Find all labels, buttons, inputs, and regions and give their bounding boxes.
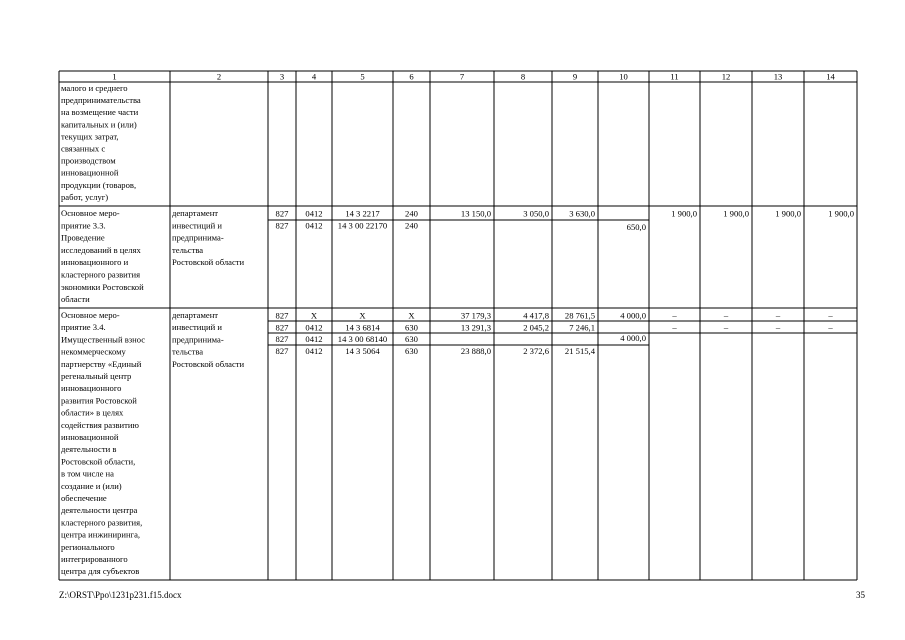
measure-name: исследований в целях	[61, 244, 141, 255]
measure-name: некоммерческому	[61, 346, 126, 357]
table-cell-value: 0412	[305, 322, 323, 333]
table-cell-value: 1 900,0	[723, 208, 749, 219]
table-cell-value: 0412	[305, 346, 323, 356]
table-cell-value: 23 888,0	[460, 346, 491, 356]
measure-name: в том числе на	[61, 468, 114, 479]
measure-name: содействия развитию	[61, 419, 139, 430]
table-cell-value: 827	[275, 346, 289, 356]
footer-page-number: 35	[856, 590, 865, 600]
column-header-11: 11	[670, 71, 679, 82]
measure-name: экономики Ростовской	[61, 281, 144, 292]
table-cell-value: 14 3 2217	[345, 208, 380, 219]
table-cell-value: 1 900,0	[828, 208, 854, 219]
measure-name: партнерству «Единый	[61, 358, 142, 369]
table-cell-value: X	[408, 310, 415, 321]
measure-name: кластерного развития,	[61, 517, 143, 528]
table-cell-value: 630	[405, 346, 418, 356]
measure-name: интегрированного	[61, 554, 128, 564]
row-description: связанных с	[61, 143, 106, 154]
measure-name: деятельности в	[61, 444, 117, 455]
table-cell-value: –	[672, 322, 677, 333]
measure-name: Ростовской области,	[61, 456, 136, 467]
row-description: инновационной	[61, 167, 119, 178]
table-cell-value: 827	[275, 220, 289, 231]
measure-name: деятельности центра	[61, 505, 138, 516]
responsible-executor: тельства	[172, 346, 204, 357]
table-cell-value: 37 179,3	[460, 310, 491, 321]
row-description: продукции (товаров,	[61, 179, 137, 190]
column-header-14: 14	[826, 71, 835, 82]
table-cell-value: 240	[405, 220, 418, 231]
table-cell-value: 0412	[305, 208, 323, 219]
row-description: малого и среднего	[61, 83, 128, 93]
measure-name: регенальный центр	[61, 371, 132, 381]
measure-name: области» в целях	[61, 407, 124, 418]
table-cell-value: 14 3 00 68140	[337, 334, 388, 345]
column-header-6: 6	[409, 71, 414, 82]
measure-name: центра для субъектов	[61, 566, 140, 577]
column-header-3: 3	[279, 71, 285, 82]
table-cell-value: 2 372,6	[523, 346, 549, 356]
measure-name: области	[61, 294, 90, 305]
measure-name: Имущественный взнос	[61, 334, 146, 345]
row-description: производством	[61, 155, 116, 166]
responsible-executor: тельства	[172, 244, 204, 255]
row-description: капитальных и (или)	[61, 119, 137, 130]
responsible-executor: предпринима-	[172, 334, 224, 345]
row-description: работ, услуг)	[61, 191, 109, 202]
responsible-executor: инвестиций и	[172, 220, 222, 231]
table-cell-value: 13 291,3	[460, 322, 491, 333]
table-cell-value: 827	[275, 334, 289, 345]
table-cell-value: –	[828, 310, 833, 321]
measure-name: регионального	[61, 541, 115, 552]
table-cell-value: 14 3 00 22170	[337, 220, 388, 231]
column-header-13: 13	[773, 71, 783, 82]
row-description: предпринимательства	[61, 95, 141, 106]
table-cell-value: 3 630,0	[569, 208, 595, 219]
column-header-8: 8	[520, 71, 526, 82]
column-header-5: 5	[360, 71, 365, 82]
column-header-12: 12	[721, 71, 731, 82]
measure-name: приятие 3.4.	[61, 322, 106, 333]
table-cell-value: –	[723, 310, 729, 321]
measure-name: кластерного развития	[61, 269, 141, 280]
measure-name: инновационного и	[61, 257, 129, 268]
measure-name: Основное меро-	[61, 310, 120, 320]
column-header-4: 4	[311, 71, 317, 82]
table-cell-value: 827	[275, 322, 289, 333]
measure-name: обеспечение	[61, 493, 107, 503]
table-cell-value: 827	[275, 310, 289, 321]
column-header-9: 9	[572, 71, 578, 82]
table-cell-value: –	[723, 322, 729, 333]
responsible-executor: Ростовской области	[172, 257, 245, 268]
measure-name: инновационного	[61, 383, 122, 394]
responsible-executor: инвестиций и	[172, 322, 222, 333]
table-cell-value: 0412	[305, 220, 323, 231]
table-cell-value: 3 050,0	[523, 208, 549, 219]
table-cell-value: 4 000,0	[620, 310, 646, 321]
table-cell-value: 1 900,0	[671, 208, 697, 219]
table-cell-value: 0412	[305, 334, 323, 345]
table-cell-value: –	[672, 310, 677, 321]
column-header-1: 1	[112, 71, 117, 82]
table-cell-value: 240	[405, 208, 418, 219]
table-cell-value: X	[310, 310, 318, 321]
table-cell-value: 21 515,4	[564, 346, 595, 356]
column-header-2: 2	[216, 71, 222, 82]
table-cell-value: –	[828, 322, 833, 333]
table-cell-value: –	[775, 310, 781, 321]
measure-name: развития Ростовской	[61, 395, 137, 406]
row-description: текущих затрат,	[61, 131, 119, 142]
table-cell-value: 2 045,2	[523, 322, 549, 333]
table-cell-value: 13 150,0	[460, 208, 491, 219]
responsible-executor: департамент	[172, 208, 219, 218]
measure-name: центра инжиниринга,	[61, 529, 141, 540]
table-cell-value: X	[359, 310, 366, 321]
row-description: на возмещение части	[61, 107, 139, 118]
table-cell-value: 4 000,0	[620, 333, 646, 343]
table-cell-value: 827	[275, 208, 289, 219]
table-cell-value: –	[775, 322, 781, 333]
table-cell-value: 1 900,0	[775, 208, 801, 219]
table-cell-value: 7 246,1	[569, 322, 595, 333]
table-cell-value: 630	[405, 334, 418, 345]
column-header-10: 10	[619, 71, 628, 82]
measure-name: Основное меро-	[61, 208, 120, 218]
responsible-executor: департамент	[172, 310, 219, 320]
table-cell-value: 28 761,5	[564, 310, 595, 321]
measure-name: инновационной	[61, 432, 119, 442]
column-header-7: 7	[459, 71, 465, 82]
measure-name: Проведение	[61, 232, 105, 243]
footer-file-path: Z:\ORST\Ppo\1231p231.f15.docx	[59, 590, 182, 600]
responsible-executor: Ростовской области	[172, 358, 245, 369]
table-cell-value: 14 3 6814	[345, 322, 380, 333]
responsible-executor: предпринима-	[172, 232, 224, 243]
table-cell-value: 630	[405, 322, 418, 333]
table-cell-value: 650,0	[626, 222, 646, 232]
table-cell-value: 4 417,8	[523, 310, 549, 321]
measure-name: создание и (или)	[61, 480, 122, 491]
measure-name: приятие 3.3.	[61, 220, 106, 231]
table-cell-value: 14 3 5064	[345, 346, 380, 356]
